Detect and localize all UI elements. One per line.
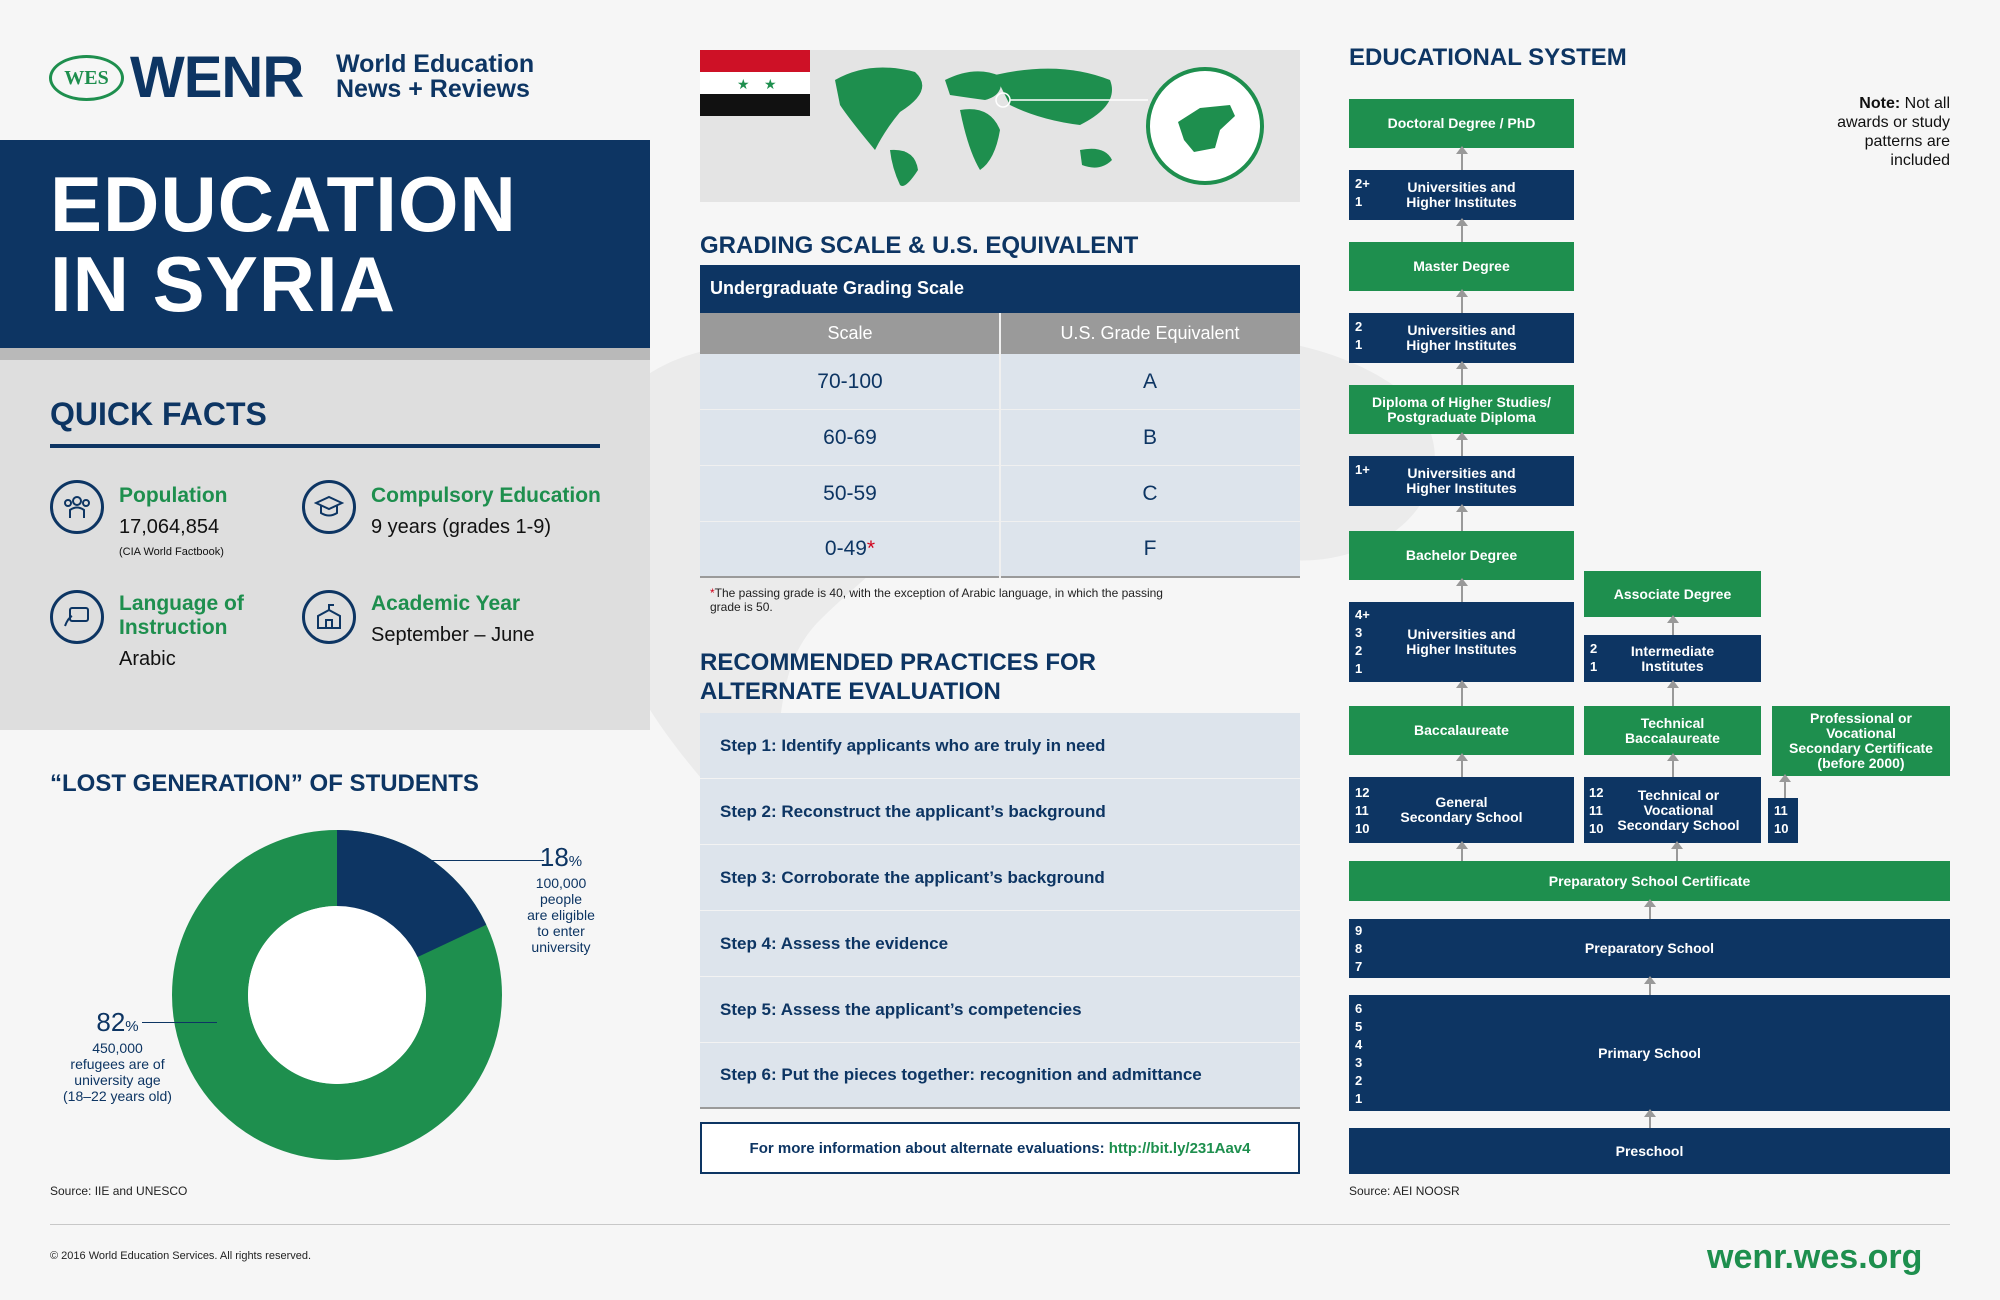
map-panel (700, 50, 1300, 202)
arrow-up-icon (1461, 682, 1463, 706)
general-secondary-school: General Secondary School (1349, 777, 1574, 843)
col-us-equivalent: U.S. Grade Equivalent (1060, 323, 1240, 343)
uni-master: Universities and Higher Institutes (1349, 313, 1574, 363)
site-link[interactable]: wenr.wes.org (1707, 1238, 1923, 1276)
population-label: Population (119, 484, 228, 507)
years-doctoral: 2+ 1 (1355, 176, 1370, 209)
academic-year-value: September – June (371, 624, 535, 646)
years-professional: 11 10 (1774, 803, 1789, 836)
arrow-up-icon (1461, 843, 1463, 861)
table-row (700, 466, 1300, 522)
uni-doctoral: Universities and Higher Institutes (1349, 170, 1574, 220)
intermediate-institutes: Intermediate Institutes (1584, 635, 1761, 682)
svg-text:★: ★ (737, 77, 750, 93)
preparatory-school: Preparatory School (1349, 919, 1950, 978)
wenr-tagline: World Education News + Reviews (336, 50, 535, 103)
arrow-up-icon (1461, 755, 1463, 777)
graduation-cap-icon (302, 480, 356, 534)
language-label: Language of Instruction (119, 592, 244, 639)
arrow-up-icon (1461, 506, 1463, 531)
svg-text:★: ★ (764, 77, 777, 93)
practices-title: RECOMMENDED PRACTICES FOR ALTERNATE EVALUATION (700, 649, 1097, 705)
copyright: © 2016 World Education Services. All rights reserved. (50, 1250, 312, 1262)
wenr-logo: WENR (130, 45, 304, 110)
technical-secondary-school: Technical or Vocational Secondary School (1584, 777, 1761, 843)
large-share-callout: 82% 450,000 refugees are of university age (18–22 years old) (63, 1007, 172, 1104)
bachelor-degree: Bachelor Degree (1349, 531, 1574, 580)
years-general-secondary: 12 11 10 (1355, 785, 1370, 836)
grading-table-header (700, 313, 1300, 354)
edu-system-source: Source: AEI NOOSR (1349, 1184, 1460, 1198)
table-row (700, 410, 1300, 466)
col-scale: Scale (827, 323, 873, 343)
page-title-box (0, 140, 650, 348)
table-row (700, 522, 1300, 578)
master-degree: Master Degree (1349, 242, 1574, 291)
scale-cell: 50-59 (823, 481, 877, 505)
preparatory-school-certificate: Preparatory School Certificate (1349, 861, 1950, 901)
years-intermediate: 2 1 (1590, 641, 1598, 674)
arrow-up-icon (1649, 901, 1651, 919)
uni-diploma: Universities and Higher Institutes (1349, 456, 1574, 506)
population-source: (CIA World Factbook) (119, 546, 224, 558)
step-4: Step 4: Assess the evidence (700, 911, 1300, 977)
us-grade-cell: C (1142, 481, 1158, 505)
academic-year-label: Academic Year (371, 592, 521, 615)
more-info-box (700, 1122, 1300, 1174)
lost-generation-title: “LOST GENERATION” OF STUDENTS (50, 770, 479, 797)
arrow-up-icon (1461, 580, 1463, 602)
technical-baccalaureate: Technical Baccalaureate (1584, 706, 1761, 755)
preschool: Preschool (1349, 1128, 1950, 1174)
arrow-up-icon (1784, 776, 1786, 798)
grading-title: GRADING SCALE & U.S. EQUIVALENT (700, 232, 1139, 259)
years-technical-secondary: 12 11 10 (1589, 785, 1604, 836)
world-map (700, 50, 1300, 202)
population-icon (50, 480, 104, 534)
arrow-up-icon (1461, 434, 1463, 456)
years-primary: 6 5 4 3 2 1 (1355, 1001, 1363, 1106)
scale-cell: 0-49 * (824, 537, 876, 560)
grading-footnote: *The passing grade is 40, with the exception of Arabic language, in which the passing grade is 50. (710, 586, 1163, 614)
language-value: Arabic (119, 648, 176, 670)
years-preparatory: 9 8 7 (1355, 923, 1363, 974)
arrow-up-icon (1676, 843, 1678, 861)
uni-bachelor: Universities and Higher Institutes (1349, 602, 1574, 682)
compulsory-label: Compulsory Education (371, 484, 601, 507)
arrow-up-icon (1649, 1111, 1651, 1128)
arrow-up-icon (1461, 291, 1463, 313)
step-1: Step 1: Identify applicants who are truly in need (700, 713, 1300, 779)
us-grade-cell: A (1142, 369, 1157, 393)
primary-school: Primary School (1349, 995, 1950, 1111)
small-share-callout: 18% 100,000 people are eligible to enter university (527, 842, 595, 955)
baccalaureate: Baccalaureate (1349, 706, 1574, 755)
lost-generation-source: Source: IIE and UNESCO (50, 1184, 188, 1198)
scale-cell: 60-69 (823, 425, 877, 449)
compulsory-value: 9 years (grades 1-9) (371, 516, 552, 538)
step-6: Step 6: Put the pieces together: recognition and admittance (700, 1043, 1300, 1109)
arrow-up-icon (1649, 978, 1651, 995)
edu-system-title: EDUCATIONAL SYSTEM (1349, 44, 1627, 71)
arrow-up-icon (1461, 363, 1463, 385)
step-3: Step 3: Corroborate the applicant’s background (700, 845, 1300, 911)
scale-cell: 70-100 (817, 369, 883, 393)
arrow-up-icon (1461, 148, 1463, 170)
page-title: EDUCATION IN SYRIA (50, 160, 517, 328)
step-5: Step 5: Assess the applicant’s competencies (700, 977, 1300, 1043)
school-icon (302, 590, 356, 644)
more-info-text: For more information about alternate evaluations: (749, 1139, 1105, 1157)
diploma-higher-studies: Diploma of Higher Studies/ Postgraduate Diploma (1349, 385, 1574, 434)
doctoral-degree: Doctoral Degree / PhD (1349, 99, 1574, 148)
us-grade-cell: F (1143, 537, 1157, 560)
wes-logo: WES (49, 55, 124, 101)
years-master: 2 1 (1355, 319, 1363, 352)
edu-note: Note: Not all awards or study patterns are included (1837, 95, 1950, 169)
step-2: Step 2: Reconstruct the applicant’s background (700, 779, 1300, 845)
footer-divider (50, 1224, 1950, 1225)
arrow-up-icon (1672, 617, 1674, 635)
arrow-up-icon (1672, 755, 1674, 777)
donut-chart (170, 828, 504, 1162)
population-value: 17,064,854 (119, 516, 220, 538)
professional-vocational-certificate: Professional or Vocational Secondary Certificate (before 2000) (1772, 706, 1950, 776)
years-diploma: 1+ (1355, 462, 1370, 477)
speech-icon (50, 590, 104, 644)
arrow-up-icon (1672, 682, 1674, 706)
more-info-link[interactable]: http://bit.ly/231Aav4 (1108, 1139, 1251, 1157)
associate-degree: Associate Degree (1584, 571, 1761, 617)
quick-facts-title: QUICK FACTS (50, 396, 267, 432)
us-grade-cell: B (1142, 425, 1157, 449)
years-bachelor: 4+ 3 2 1 (1355, 607, 1370, 676)
arrow-up-icon (1461, 220, 1463, 242)
table-row (700, 354, 1300, 410)
grading-table-title: Undergraduate Grading Scale (700, 265, 1300, 313)
divider (50, 444, 600, 448)
quick-facts-panel (0, 348, 650, 730)
